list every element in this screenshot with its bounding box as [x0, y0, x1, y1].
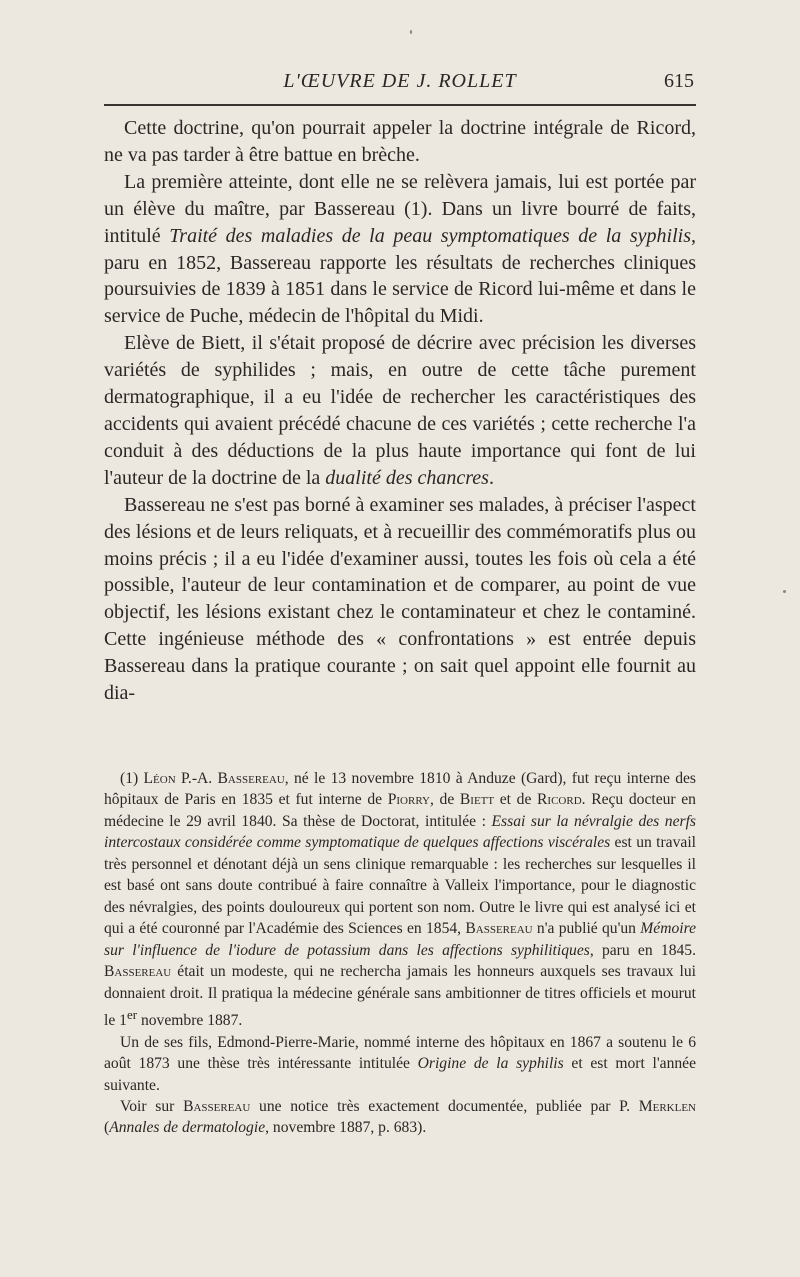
running-header — [104, 70, 696, 100]
paragraph-3: Elève de Biett, il s'était proposé de décrire avec précision les diverses variétés de syphilides ; mais, en outre de cette tâche purement dermatographique, il a eu l'idée de rechercher les caractéristiques des accidents qui avaient précédé chacune de ces variétés ; cette recherche l'a conduit à des déductions de la plus haute importance qui font de lui l'auteur de la doctrine de la dualité des chancres. — [104, 332, 696, 489]
paragraph-1: Cette doctrine, qu'on pourrait appeler la doctrine intégrale de Ricord, ne va pas tarder à être battue en brèche. — [104, 117, 696, 166]
paragraph-2: La première atteinte, dont elle ne se relèvera jamais, lui est portée par un élève du maître, par Bassereau (1). Dans un livre bourré de faits, intitulé Traité des maladies de la peau symptomatiques de la syphilis, paru en 1852, Bassereau rapporte les résultats de recherches cliniques poursuivies de 1839 à 1851 dans le service de Ricord lui-même et dans le service de Puche, médecin de l'hôpital du Midi. — [104, 170, 696, 328]
running-title: L'ŒUVRE DE J. ROLLET — [283, 70, 517, 92]
emphasis-dualite: dualité des chancres — [325, 466, 489, 489]
page-number: 615 — [664, 70, 694, 92]
footnote-3: Voir sur Bassereau une notice très exactement documentée, publiée par P. Merklen (Annales de dermatologie, novembre 1887, p. 683). — [104, 1097, 696, 1137]
header-rule — [104, 104, 696, 106]
book-title: Traité des maladies de la peau symptomatiques de la syphilis — [169, 224, 691, 247]
paper-speck — [410, 30, 412, 34]
footnote-1: (1) Léon P.-A. Bassereau, né le 13 novembre 1810 à Anduze (Gard), fut reçu interne des hôpitaux de Paris en 1835 et fut interne de Piorry, de Biett et de Ricord. Reçu docteur en médecine le 29 avril 1840. Sa thèse de Doctorat, intitulée : Essai sur la névralgie des nerfs intercostaux considérée comme symptomatique de quelques affections viscérales est un travail très personnel et dénotant déjà un sens clinique remarquable : les recherches sur lesquelles il est basé ont sans doute contribué à faire connaître à Valleix l'importance, pour le diagnostic des névralgies, des points douloureux qui portent son nom. Outre le livre qui est analysé ici et qui a été couronné par l'Académie des Sciences en 1854, Bassereau n'a publié qu'un Mémoire sur l'influence de l'iodure de potassium dans les affections syphilitiques, paru en 1845. Bassereau était un modeste, qui ne rechercha jamais les honneurs auxquels ses travaux lui donnaient droit. Il pratiqua la médecine générale sans ambitionner de titres officiels et mourut le 1er novembre 1887. — [104, 770, 696, 1030]
paragraph-4: Bassereau ne s'est pas borné à examiner ses malades, à préciser l'aspect des lésions et de leurs reliquats, et à recueillir des commémoratifs plus ou moins précis ; il a eu l'idée d'examiner aussi, toutes les fois où cela a été possible, l'auteur de leur contamination et de comparer, au point de vue objectif, les lésions existant chez le contaminateur et chez le contaminé. Cette ingénieuse méthode des « confrontations » est entrée depuis Bassereau dans la pratique courante ; on sait quel appoint elle fournit au dia- — [104, 493, 696, 705]
footnote-2: Un de ses fils, Edmond-Pierre-Marie, nommé interne des hôpitaux en 1867 a soutenu le 6 août 1873 une thèse très intéressante intitulée Origine de la syphilis et est mort l'année suivante. — [104, 1033, 697, 1094]
paper-speck — [783, 590, 786, 593]
footnotes — [104, 768, 696, 1139]
main-text — [104, 115, 696, 707]
